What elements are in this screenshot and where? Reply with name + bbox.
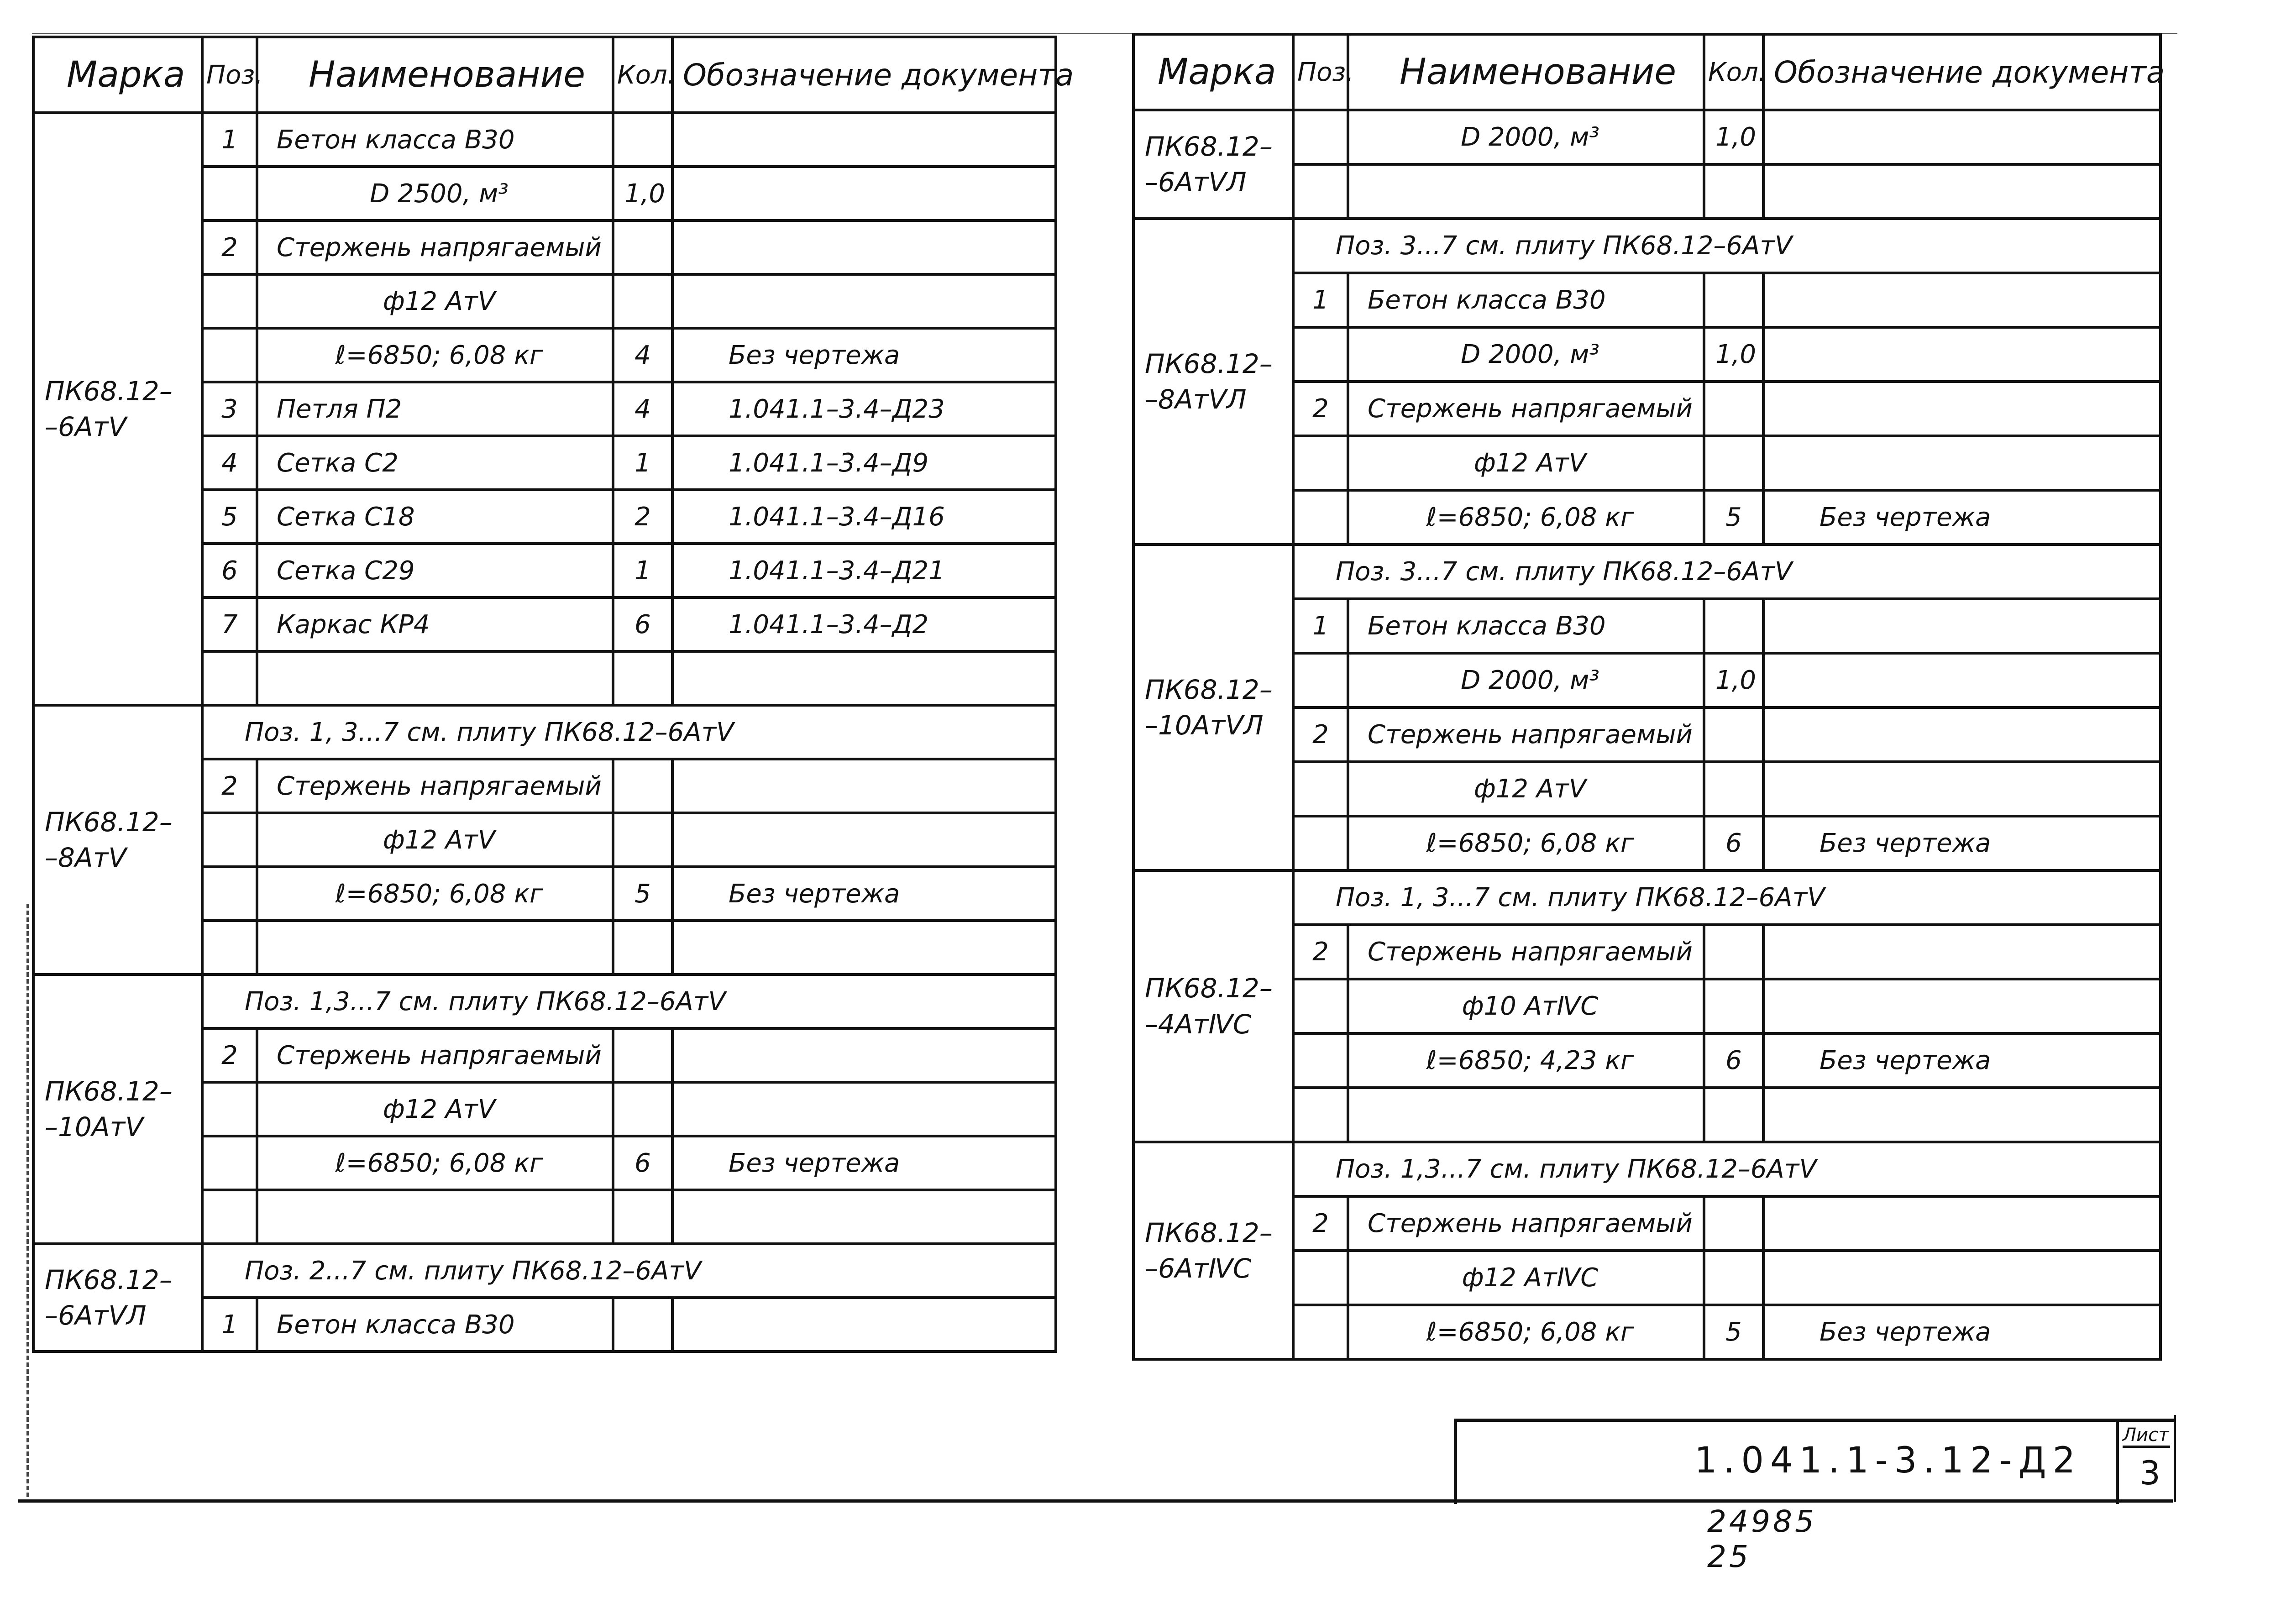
- qty-cell: 6: [613, 1136, 672, 1190]
- qty-cell: [613, 921, 672, 974]
- qty-cell: 6: [1704, 1033, 1763, 1088]
- name-cell: ℓ=6850; 6,08 кг: [257, 867, 613, 921]
- qty-cell: 6: [1704, 816, 1763, 870]
- qty-cell: 4: [613, 382, 672, 436]
- sheet-number: 3: [2139, 1454, 2160, 1492]
- header-pos: Поз.: [1293, 34, 1348, 110]
- pos-cell: [202, 1190, 257, 1244]
- name-cell: ℓ=6850; 6,08 кг: [257, 1136, 613, 1190]
- pos-cell: 6: [202, 544, 257, 597]
- doc-cell: [672, 113, 1056, 167]
- mark-cell: ПК68.12– –10АтⅤЛ: [1133, 545, 1293, 870]
- doc-cell: Без чертежа: [1763, 1305, 2160, 1359]
- pos-cell: 1: [202, 113, 257, 167]
- pos-cell: 5: [202, 490, 257, 544]
- qty-cell: [613, 1190, 672, 1244]
- pos-cell: [1293, 1305, 1348, 1359]
- pos-cell: [1293, 436, 1348, 490]
- qty-cell: [613, 274, 672, 328]
- doc-cell: Без чертежа: [1763, 816, 2160, 870]
- doc-cell: [672, 813, 1056, 867]
- name-cell: Сетка С29: [257, 544, 613, 597]
- pos-cell: [202, 328, 257, 382]
- doc-cell: Без чертежа: [672, 1136, 1056, 1190]
- header-qty: Кол.: [1704, 34, 1763, 110]
- mark-cell: ПК68.12– –4АтⅣС: [1133, 870, 1293, 1142]
- qty-cell: 1,0: [613, 167, 672, 220]
- group-note: Поз. 1, 3...7 см. плиту ПК68.12–6АтⅤ: [1293, 870, 2160, 925]
- pos-cell: [1293, 110, 1348, 164]
- name-cell: D 2000, м³: [1348, 110, 1704, 164]
- doc-cell: [1763, 707, 2160, 762]
- doc-cell: [1763, 382, 2160, 436]
- header-mark: Марка: [33, 37, 202, 113]
- doc-cell: 1.041.1–3.4–Д23: [672, 382, 1056, 436]
- doc-cell: [672, 1082, 1056, 1136]
- name-cell: ℓ=6850; 6,08 кг: [257, 328, 613, 382]
- name-cell: Сетка С18: [257, 490, 613, 544]
- name-cell: ф10 АтⅣС: [1348, 979, 1704, 1033]
- qty-cell: [613, 759, 672, 813]
- header-name: Наименование: [257, 37, 613, 113]
- name-cell: ф12 АтⅣС: [1348, 1251, 1704, 1305]
- qty-cell: 1: [613, 436, 672, 490]
- document-code: 1.041.1-3.12-Д2: [1694, 1440, 2082, 1481]
- doc-cell: [1763, 599, 2160, 653]
- qty-cell: [613, 813, 672, 867]
- name-cell: [257, 921, 613, 974]
- qty-cell: 5: [1704, 1305, 1763, 1359]
- group-note: Поз. 1,3...7 см. плиту ПК68.12–6АтⅤ: [202, 974, 1056, 1028]
- name-cell: Стержень напрягаемый: [257, 759, 613, 813]
- doc-cell: [1763, 164, 2160, 219]
- doc-cell: [1763, 1088, 2160, 1142]
- doc-cell: Без чертежа: [1763, 1033, 2160, 1088]
- qty-cell: [613, 113, 672, 167]
- group-note: Поз. 3...7 см. плиту ПК68.12–6АтⅤ: [1293, 545, 2160, 599]
- mark-cell: ПК68.12– –6АтⅤЛ: [1133, 110, 1293, 219]
- doc-cell: Без чертежа: [1763, 490, 2160, 545]
- qty-cell: [1704, 762, 1763, 816]
- header-mark: Марка: [1133, 34, 1293, 110]
- mark-cell: ПК68.12– –8АтⅤ: [33, 705, 202, 974]
- name-cell: D 2000, м³: [1348, 653, 1704, 707]
- doc-cell: [1763, 653, 2160, 707]
- pos-cell: [202, 274, 257, 328]
- doc-cell: [1763, 436, 2160, 490]
- qty-cell: [1704, 925, 1763, 979]
- doc-cell: Без чертежа: [672, 328, 1056, 382]
- qty-cell: [1704, 599, 1763, 653]
- group-note-row: [1133, 219, 2160, 273]
- pos-cell: [202, 813, 257, 867]
- name-cell: Стержень напрягаемый: [257, 220, 613, 274]
- mark-cell: ПК68.12– –6АтⅤ: [33, 113, 202, 705]
- name-cell: ℓ=6850; 6,08 кг: [1348, 490, 1704, 545]
- doc-cell: [672, 274, 1056, 328]
- pos-cell: 1: [202, 1298, 257, 1352]
- qty-cell: 4: [613, 328, 672, 382]
- name-cell: [1348, 1088, 1704, 1142]
- name-cell: Бетон класса В30: [257, 1298, 613, 1352]
- doc-cell: [1763, 979, 2160, 1033]
- pos-cell: [1293, 762, 1348, 816]
- pos-cell: [1293, 1088, 1348, 1142]
- header-qty: Кол.: [613, 37, 672, 113]
- doc-cell: [672, 651, 1056, 705]
- group-note-row: [33, 974, 1056, 1028]
- name-cell: D 2500, м³: [257, 167, 613, 220]
- qty-cell: [1704, 707, 1763, 762]
- doc-cell: [1763, 1196, 2160, 1251]
- pos-cell: [202, 651, 257, 705]
- pos-cell: [1293, 653, 1348, 707]
- name-cell: Бетон класса В30: [1348, 273, 1704, 327]
- doc-cell: [1763, 327, 2160, 382]
- group-note-row: [1133, 1142, 2160, 1196]
- qty-cell: [1704, 1196, 1763, 1251]
- qty-cell: [1704, 436, 1763, 490]
- name-cell: ℓ=6850; 4,23 кг: [1348, 1033, 1704, 1088]
- pos-cell: [202, 1136, 257, 1190]
- mark-cell: ПК68.12– –6АтⅤЛ: [33, 1244, 202, 1352]
- name-cell: ф12 АтⅤ: [1348, 762, 1704, 816]
- name-cell: Стержень напрягаемый: [1348, 925, 1704, 979]
- name-cell: Сетка С2: [257, 436, 613, 490]
- doc-cell: [672, 167, 1056, 220]
- doc-cell: [672, 1298, 1056, 1352]
- pos-cell: 1: [1293, 273, 1348, 327]
- qty-cell: 5: [1704, 490, 1763, 545]
- pos-cell: 2: [1293, 1196, 1348, 1251]
- name-cell: ℓ=6850; 6,08 кг: [1348, 1305, 1704, 1359]
- qty-cell: 1: [613, 544, 672, 597]
- name-cell: ф12 АтⅤ: [257, 1082, 613, 1136]
- mark-cell: ПК68.12– –10АтⅤ: [33, 974, 202, 1244]
- doc-cell: [1763, 110, 2160, 164]
- qty-cell: [613, 1298, 672, 1352]
- pos-cell: 2: [202, 1028, 257, 1082]
- pos-cell: [202, 867, 257, 921]
- qty-cell: 5: [613, 867, 672, 921]
- qty-cell: 1,0: [1704, 327, 1763, 382]
- pos-cell: [1293, 979, 1348, 1033]
- header-pos: Поз.: [202, 37, 257, 113]
- qty-cell: [613, 220, 672, 274]
- name-cell: Петля П2: [257, 382, 613, 436]
- qty-cell: 1,0: [1704, 653, 1763, 707]
- name-cell: Стержень напрягаемый: [1348, 382, 1704, 436]
- qty-cell: [1704, 979, 1763, 1033]
- pos-cell: 2: [1293, 707, 1348, 762]
- qty-cell: [613, 651, 672, 705]
- pos-cell: 2: [202, 759, 257, 813]
- right-table-body: [1133, 110, 2160, 1359]
- name-cell: Стержень напрягаемый: [1348, 707, 1704, 762]
- qty-cell: 6: [613, 597, 672, 651]
- group-note-row: [33, 1244, 1056, 1298]
- doc-cell: 1.041.1–3.4–Д9: [672, 436, 1056, 490]
- group-note: Поз. 1,3...7 см. плиту ПК68.12–6АтⅤ: [1293, 1142, 2160, 1196]
- table-header-row: [33, 37, 1056, 113]
- doc-cell: 1.041.1–3.4–Д16: [672, 490, 1056, 544]
- doc-cell: Без чертежа: [672, 867, 1056, 921]
- name-cell: Бетон класса В30: [1348, 599, 1704, 653]
- qty-cell: [1704, 273, 1763, 327]
- pos-cell: 4: [202, 436, 257, 490]
- pos-cell: [1293, 816, 1348, 870]
- left-table-body: [33, 113, 1056, 1352]
- qty-cell: [1704, 1088, 1763, 1142]
- header-doc: Обозначение документа: [1763, 34, 2160, 110]
- pos-cell: [1293, 164, 1348, 219]
- pos-cell: 2: [202, 220, 257, 274]
- doc-cell: [1763, 762, 2160, 816]
- doc-cell: [672, 1190, 1056, 1244]
- right-spec-table: [1132, 33, 2165, 1361]
- archive-number: 24985 25: [1707, 1504, 1817, 1574]
- pos-cell: 3: [202, 382, 257, 436]
- qty-cell: 1,0: [1704, 110, 1763, 164]
- qty-cell: [1704, 382, 1763, 436]
- qty-cell: [613, 1082, 672, 1136]
- qty-cell: [1704, 1251, 1763, 1305]
- doc-cell: 1.041.1–3.4–Д2: [672, 597, 1056, 651]
- pos-cell: [202, 921, 257, 974]
- pos-cell: [1293, 1033, 1348, 1088]
- pos-cell: 2: [1293, 382, 1348, 436]
- name-cell: ф12 АтⅤ: [1348, 436, 1704, 490]
- table-row: [33, 113, 1056, 167]
- name-cell: Стержень напрягаемый: [1348, 1196, 1704, 1251]
- title-stamp: [1454, 1419, 2174, 1504]
- mark-cell: ПК68.12– –8АтⅤЛ: [1133, 219, 1293, 545]
- pos-cell: [202, 167, 257, 220]
- group-note: Поз. 2...7 см. плиту ПК68.12–6АтⅤ: [202, 1244, 1056, 1298]
- mark-cell: ПК68.12– –6АтⅣС: [1133, 1142, 1293, 1359]
- name-cell: Бетон класса В30: [257, 113, 613, 167]
- table-row: [1133, 110, 2160, 164]
- group-note-row: [1133, 870, 2160, 925]
- doc-cell: [672, 1028, 1056, 1082]
- pos-cell: [1293, 490, 1348, 545]
- doc-cell: [1763, 273, 2160, 327]
- name-cell: Стержень напрягаемый: [257, 1028, 613, 1082]
- group-note-row: [1133, 545, 2160, 599]
- name-cell: [257, 1190, 613, 1244]
- table-header-row: [1133, 34, 2160, 110]
- sheet-label: Лист: [2123, 1425, 2170, 1448]
- qty-cell: [1704, 164, 1763, 219]
- header-doc: Обозначение документа: [672, 37, 1056, 113]
- group-note: Поз. 3...7 см. плиту ПК68.12–6АтⅤ: [1293, 219, 2160, 273]
- pos-cell: 1: [1293, 599, 1348, 653]
- doc-cell: [1763, 1251, 2160, 1305]
- name-cell: ф12 АтⅤ: [257, 274, 613, 328]
- pos-cell: [1293, 1251, 1348, 1305]
- doc-cell: [1763, 925, 2160, 979]
- doc-cell: 1.041.1–3.4–Д21: [672, 544, 1056, 597]
- frame-left-line: [26, 904, 29, 1497]
- sheet-box: [2116, 1422, 2174, 1504]
- pos-cell: [1293, 327, 1348, 382]
- qty-cell: 2: [613, 490, 672, 544]
- header-name: Наименование: [1348, 34, 1704, 110]
- frame-right-line: [2174, 1415, 2176, 1502]
- name-cell: ф12 АтⅤ: [257, 813, 613, 867]
- left-spec-table: [32, 36, 1074, 1353]
- name-cell: [1348, 164, 1704, 219]
- doc-cell: [672, 220, 1056, 274]
- pos-cell: 7: [202, 597, 257, 651]
- pos-cell: [202, 1082, 257, 1136]
- qty-cell: [613, 1028, 672, 1082]
- name-cell: D 2000, м³: [1348, 327, 1704, 382]
- pos-cell: 2: [1293, 925, 1348, 979]
- doc-cell: [672, 921, 1056, 974]
- name-cell: ℓ=6850; 6,08 кг: [1348, 816, 1704, 870]
- group-note-row: [33, 705, 1056, 759]
- name-cell: [257, 651, 613, 705]
- name-cell: Каркас КР4: [257, 597, 613, 651]
- doc-cell: [672, 759, 1056, 813]
- group-note: Поз. 1, 3...7 см. плиту ПК68.12–6АтⅤ: [202, 705, 1056, 759]
